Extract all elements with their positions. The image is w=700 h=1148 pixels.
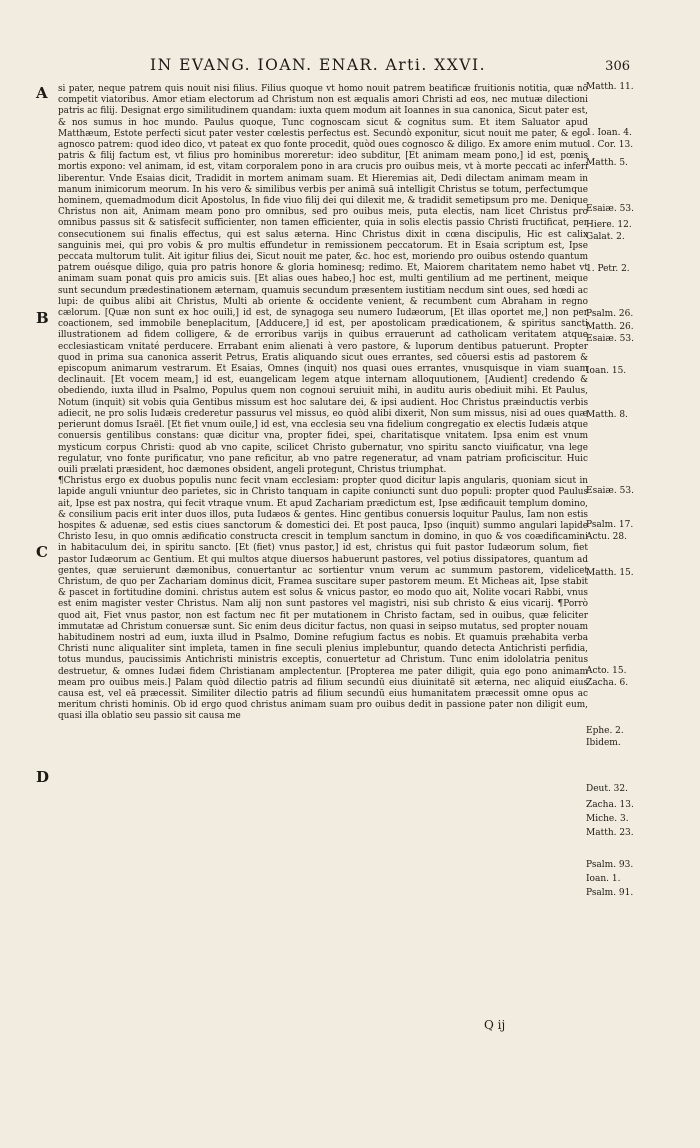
margin-reference: Esaiæ. 53. bbox=[586, 204, 634, 214]
signature-mark: Q ij bbox=[484, 1018, 506, 1032]
margin-reference: Psalm. 17. bbox=[586, 520, 634, 530]
section-letter-a: A bbox=[36, 84, 48, 102]
margin-reference: Ephe. 2. bbox=[586, 726, 624, 736]
paragraph: si pater, neque patrem quis nouit nisi filius. Filius quoque vt homo nouit patrem beatificæ fruitionis notitia, quæ nō competit viatoribus. Amor etiam electorum ad Christum non est æqualis amori Christi ad eos, nec mutuæ dilectioni patris ac filij. Designat ergo similitudinem quandam: iuxta quem modum ait Ioannes in sua canonica, Sicut pater est, & nos sumus in hoc mundo. Paulus quoque, Tunc cognoscam sicut & cognitus sum. Et item Saluator apud Matthæum, Estote perfecti sicut pater vester cœlestis perfectus est. Secundò exponitur, sicut nouit me pater, & ego agnosco patrem: quod ideo dico, vt pateat ex quo fonte procedit, quòd oues cognosco & diligo. Ex amore enim mutuo patris & filij factum est, vt filius pro hominibus moreretur: ideo subditur, [Et animam meam pono,] id est, pœnis mortis expono: vel animam, id est, vitam corporalem pono in ara crucis pro ouibus meis, vt à morte peccati ac inferi liberentur. Vnde Esaias dicit, Tradidit in mortem animam suam. Et Hieremias ait, Dedi dilectam animam meam in manum inimicorum meorum. In his vero & similibus verbis per animā suā intelligit Christus se totum, perfectumque hominem, quemadmodum dicit Apostolus, In fide viuo filij dei qui dilexit me, & tradidit semetipsum pro me. Denique Christus non ait, Animam meam pono pro omnibus, sed pro ouibus meis, puta electis, nam licet Christus pro omnibus passus sit & satisfecit sufficienter, non tamen efficienter, quia in solis electis passio Christi fructificat, per consecutionem sui finalis effectus, qui est salus æterna. Hinc Christus dixit in cœna discipulis, Hic est calix sanguinis mei, qui pro vobis & pro multis effundetur in remissionem peccatorum. Et in Esaia scriptum est, Ipse peccata multorum tulit. Ait igitur filius dei, Sicut nouit me pater, &c. hoc est, moriendo pro ouibus ostendo quantum patrem ouésque diligo, quia pro patris honore & gloria hominesq; redimo. Et, Maiorem charitatem nemo habet vt animam suam ponat quis pro amicis suis. [Et alias oues habeo,] hoc est, multi gentilium ad me pertinent, meique sunt secundum prædestinationem æternam, quamuis secundum præsentem iustitiam necdum sint oues, sed hœdi ac lupi: de quibus alibi ait Christus, Multi ab oriente & occidente venient, & recumbent cum Abraham in regno cælorum. [Quæ non sunt ex hoc ouili,] id est, de synagoga seu numero Iudæorum, [Et illas oportet me,] non per coactionem, sed immobile beneplacitum, [Adducere,] id est, per apostolicam prædicationem, & spiritus sancti illustrationem ad fidem colligere, & de erroribus varijs in quibus errauerunt ad catholicam veritatem atque ecclesiasticam vnitaté perducere. Errabant enim alienati à vero pastore, & luporum dentibus patuerunt. Propter quod in prima sua canonica asserit Petrus, Eratis aliquando sicut oues errantes, sed cōuersi estis ad pastorem & episcopum animarum vestrarum. Et Esaias, Omnes (inquit) nos quasi oues errantes, vnusquisque in viam suam declinauit. [Et vocem meam,] id est, euangelicam legem atque internam alloquutionem, [Audient] credendo & obediendo, iuxta illud in Psalmo, Populus quem non cognoui seruiuit mihi, in auditu auris obediuit mihi. Et Paulus, Notum (inquit) sit vobis quia Gentibus missum est hoc salutare dei, & ipsi audient. Hoc Christus præinductis verbis adiecit, ne pro solis Iudæis crederetur passurus vel missus, eo quòd alibi dixerit, Non sum missus, nisi ad oues quæ perierunt domus Israël. [Et fiet vnum ouile,] id est, vna ecclesia seu vna fidelium congregatio ex electis Iudæis atque conuersis gentilibus constans: quæ dicitur vna, propter fidei, spei, charitatisque vnitatem. Ipsa enim est vnum mysticum corpus Christi: quod ab vno capite, scilicet Christo gubernatur, vno spiritu sancto viuificatur, vna lege regulatur, vno fonte purificatur, vno pane reficitur, ab vno patre regeneratur, ad vnam patriam proficiscitur. Huic ouili prælati præsident, hoc dæmones obsident, angeli protegunt, Christus triumphat. bbox=[58, 84, 588, 475]
main-text bbox=[58, 84, 588, 723]
folio-number: 306 bbox=[605, 59, 630, 74]
margin-reference: Esaiæ. 53. bbox=[586, 486, 634, 496]
margin-reference: Esaiæ. 53. bbox=[586, 334, 634, 344]
running-title: IN EVANG. IOAN. ENAR. Arti. XXVI. bbox=[150, 56, 487, 74]
margin-reference: Zacha. 13. bbox=[586, 800, 634, 810]
margin-reference: 1. Petr. 2. bbox=[586, 264, 630, 274]
margin-reference: Ioan. 15. bbox=[586, 366, 627, 376]
section-letter-b: B bbox=[36, 309, 49, 327]
section-letter-c: C bbox=[36, 543, 48, 561]
margin-reference: Matth. 15. bbox=[586, 568, 634, 578]
margin-reference: Psalm. 26. bbox=[586, 309, 634, 319]
margin-reference: Miche. 3. bbox=[586, 814, 629, 824]
running-header bbox=[150, 56, 630, 74]
margin-reference: 1. Ioan. 4. bbox=[586, 128, 632, 138]
margin-reference: Psalm. 93. bbox=[586, 860, 634, 870]
margin-reference: Matth. 8. bbox=[586, 410, 628, 420]
margin-reference: Ioan. 1. bbox=[586, 874, 621, 884]
margin-reference: Ibidem. bbox=[586, 738, 621, 748]
margin-reference: Psalm. 91. bbox=[586, 888, 634, 898]
margin-reference: Deut. 32. bbox=[586, 784, 628, 794]
margin-reference: Acto. 15. bbox=[586, 666, 627, 676]
margin-reference: Matth. 26. bbox=[586, 322, 634, 332]
margin-reference: Matth. 11. bbox=[586, 82, 634, 92]
margin-reference: Matth. 5. bbox=[586, 158, 628, 168]
margin-reference: 1. Cor. 13. bbox=[586, 140, 634, 150]
margin-reference: Actu. 28. bbox=[586, 532, 627, 542]
margin-reference: Matth. 23. bbox=[586, 828, 634, 838]
section-letter-d: D bbox=[36, 768, 50, 786]
paragraph: ¶Christus ergo ex duobus populis nunc fecit vnam ecclesiam: propter quod dicitur lapis angularis, quoniam sicut in lapide anguli vniuntur deo parietes, sic in Christo tanquam in capite coniuncti sunt duo populi: propter quod Paulus ait, Ipse est pax nostra, qui fecit vtraque vnum. Et apud Zachariam prædictum est, Ipse ædificauit templum domino, & consilium pacis erit inter duos illos, puta Iudæos & gentes. Hinc gentibus conuersis loquitur Paulus, Iam non estis hospites & aduenæ, sed estis ciues sanctorum & domestici dei. Et post pauca, Ipso (inquit) summo angulari lapide Christo Iesu, in quo omnis ædificatio constructa crescit in templum sanctum in domino, in quo & vos coædificamini in habitaculum dei, in spiritu sancto. [Et (fiet) vnus pastor,] id est, christus qui fuit pastor Iudæorum solum, fiet pastor Iudæorum ac Gentium. Et qui multos atque diuersos habuerunt pastores, vel potius dissipatores, quantum ad gentes, quæ seruierunt dæmonibus, conuertantur ac sortientur vnum verum ac summum pastorem, videlicet Christum, de quo per Zachariam dominus dicit, Framea suscitare super pastorem meum. Et Micheas ait, Ipse stabit & pascet in fortitudine domini. christus autem est solus & vnicus pastor, eo modo quo ait, Nolite vocari Rabbi, vnus est enim magister vester Christus. Nam alij non sunt pastores vel magistri, nisi sub christo & eius vicarij. ¶Porrò quod ait, Fiet vnus pastor, non est factum nec fit per mutationem in Christo factam, sed in ouibus, quæ feliciter immutatæ ad Christum conuersæ sunt. Sic enim deus dicitur factus, non quasi in seipso mutatus, sed propter nouam habitudinem nostri ad eum, iuxta illud in Psalmo, Domine refugium factus es nobis. Et quamuis præhabita verba Christi nunc aliqualiter sint impleta, tamen in fine seculi plenius implebuntur, quando detecta Antichristi perfidia, totus mundus, paucissimis Antichristi ministris exceptis, conuertetur ad Christum. Tunc enim idololatria penitus destruetur, & omnes Iudæi fidem Christianam amplectentur. [Propterea me pater diligit, quia ego pono animam meam pro ouibus meis.] Palam quòd dilectio patris ad filium secundū eius diuinitatē sit æterna, nec aliquid eius causa est, vel eā præcessit. Similiter dilectio patris ad filium secundū eius humanitatem præcessit omne opus ac meritum christi hominis. Ob id ergo quod christus animam suam pro ouibus dedit in passione pater non diligit eum, quasi illa oblatio seu passio sit causa me bbox=[58, 476, 588, 722]
margin-reference: Hiere. 12. bbox=[586, 220, 632, 230]
margin-reference: Galat. 2. bbox=[586, 232, 625, 242]
margin-reference: Zacha. 6. bbox=[586, 678, 629, 688]
